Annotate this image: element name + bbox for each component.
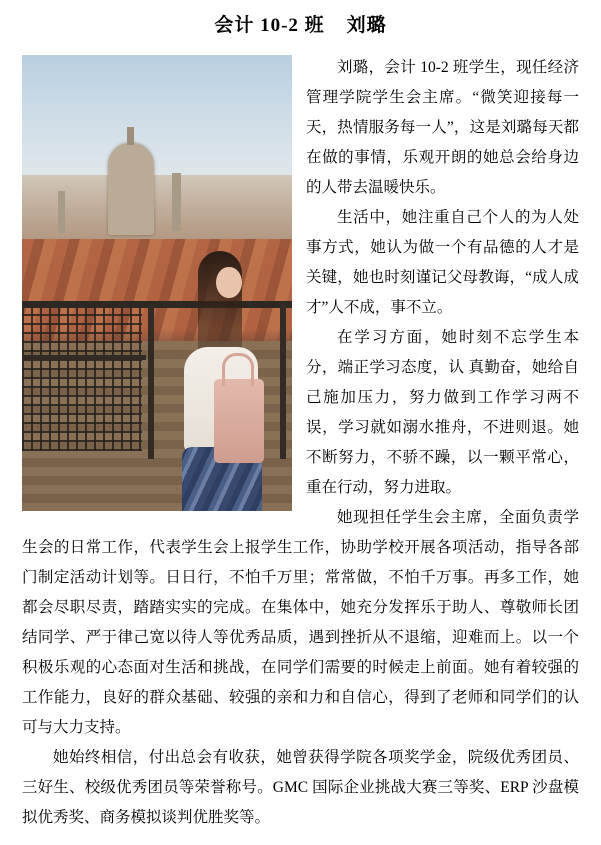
page-title-class: 会计 10-2 班 [214,15,325,36]
iron-railing-mesh [22,305,142,451]
portrait-photo [22,55,292,511]
paragraph-3: 在学习方面，她时刻不忘学生本分，端正学习态度，认 真勤奋，她给自己施加压力，努力做到工作学习两不误，学习就如溺水推舟，不进则退。她不断努力，不骄不躁，以一颗平常心，重在行动，努力进取。 [306,328,579,496]
railing-post [148,305,154,459]
tower-spire-icon [58,191,65,233]
church-spire-icon [172,173,181,231]
photo-image [22,55,292,511]
paragraph-1: 刘璐，会计 10-2 班学生，现任经济管理学院学生会主席。“微笑迎接每一天，热情服务每一人”，这是刘璐每天都在做的事情，乐观开朗的她总会给身边的人带去温暖快乐。 [306,58,579,196]
paragraph-4: 她现担任学生会主席，全面负责学生会的日常工作，代表学生会上报学生工作，协助学校开展各项活动，指导各部门制定活动计划等。日日行，不怕千万里；常常做，不怕千万事。再多工作，她都会尽职尽责，踏踏实实的完成。在集体中，她充分发挥乐于助人、尊敬师长团结同学、严于律己宽以待人等优秀品质，遇到挫折从不退缩，迎难而上。以一个积极乐观的心态面对生活和挑战，在同学们需要的时候走上前面。她有着较强的工作能力，良好的群众基础、较强的亲和力和自信心，得到了老师和同学们的认可与大力支持。 [22,508,579,736]
person-figure [172,251,268,511]
railing-post [280,305,286,459]
handbag [214,379,264,463]
page-title-name: 刘璐 [346,15,387,36]
paragraph-2: 生活中，她注重自己个人的为人处事方式，她认为做一个有品德的人才是关键，她也时刻谨记父母教诲，“成人成才”人不成，事不立。 [306,208,579,316]
paragraph-5: 她始终相信，付出总会有收获，她曾获得学院各项奖学金，院级优秀团员、三好生、校级优秀团员等荣誉称号。GMC 国际企业挑战大赛三等奖、ERP 沙盘模拟优秀奖、商务模拟谈判优胜奖等。 [22,748,579,826]
church-dome-icon [108,143,154,235]
page-title [22,14,579,39]
face [216,267,242,298]
railing-mid-bar [22,355,146,360]
